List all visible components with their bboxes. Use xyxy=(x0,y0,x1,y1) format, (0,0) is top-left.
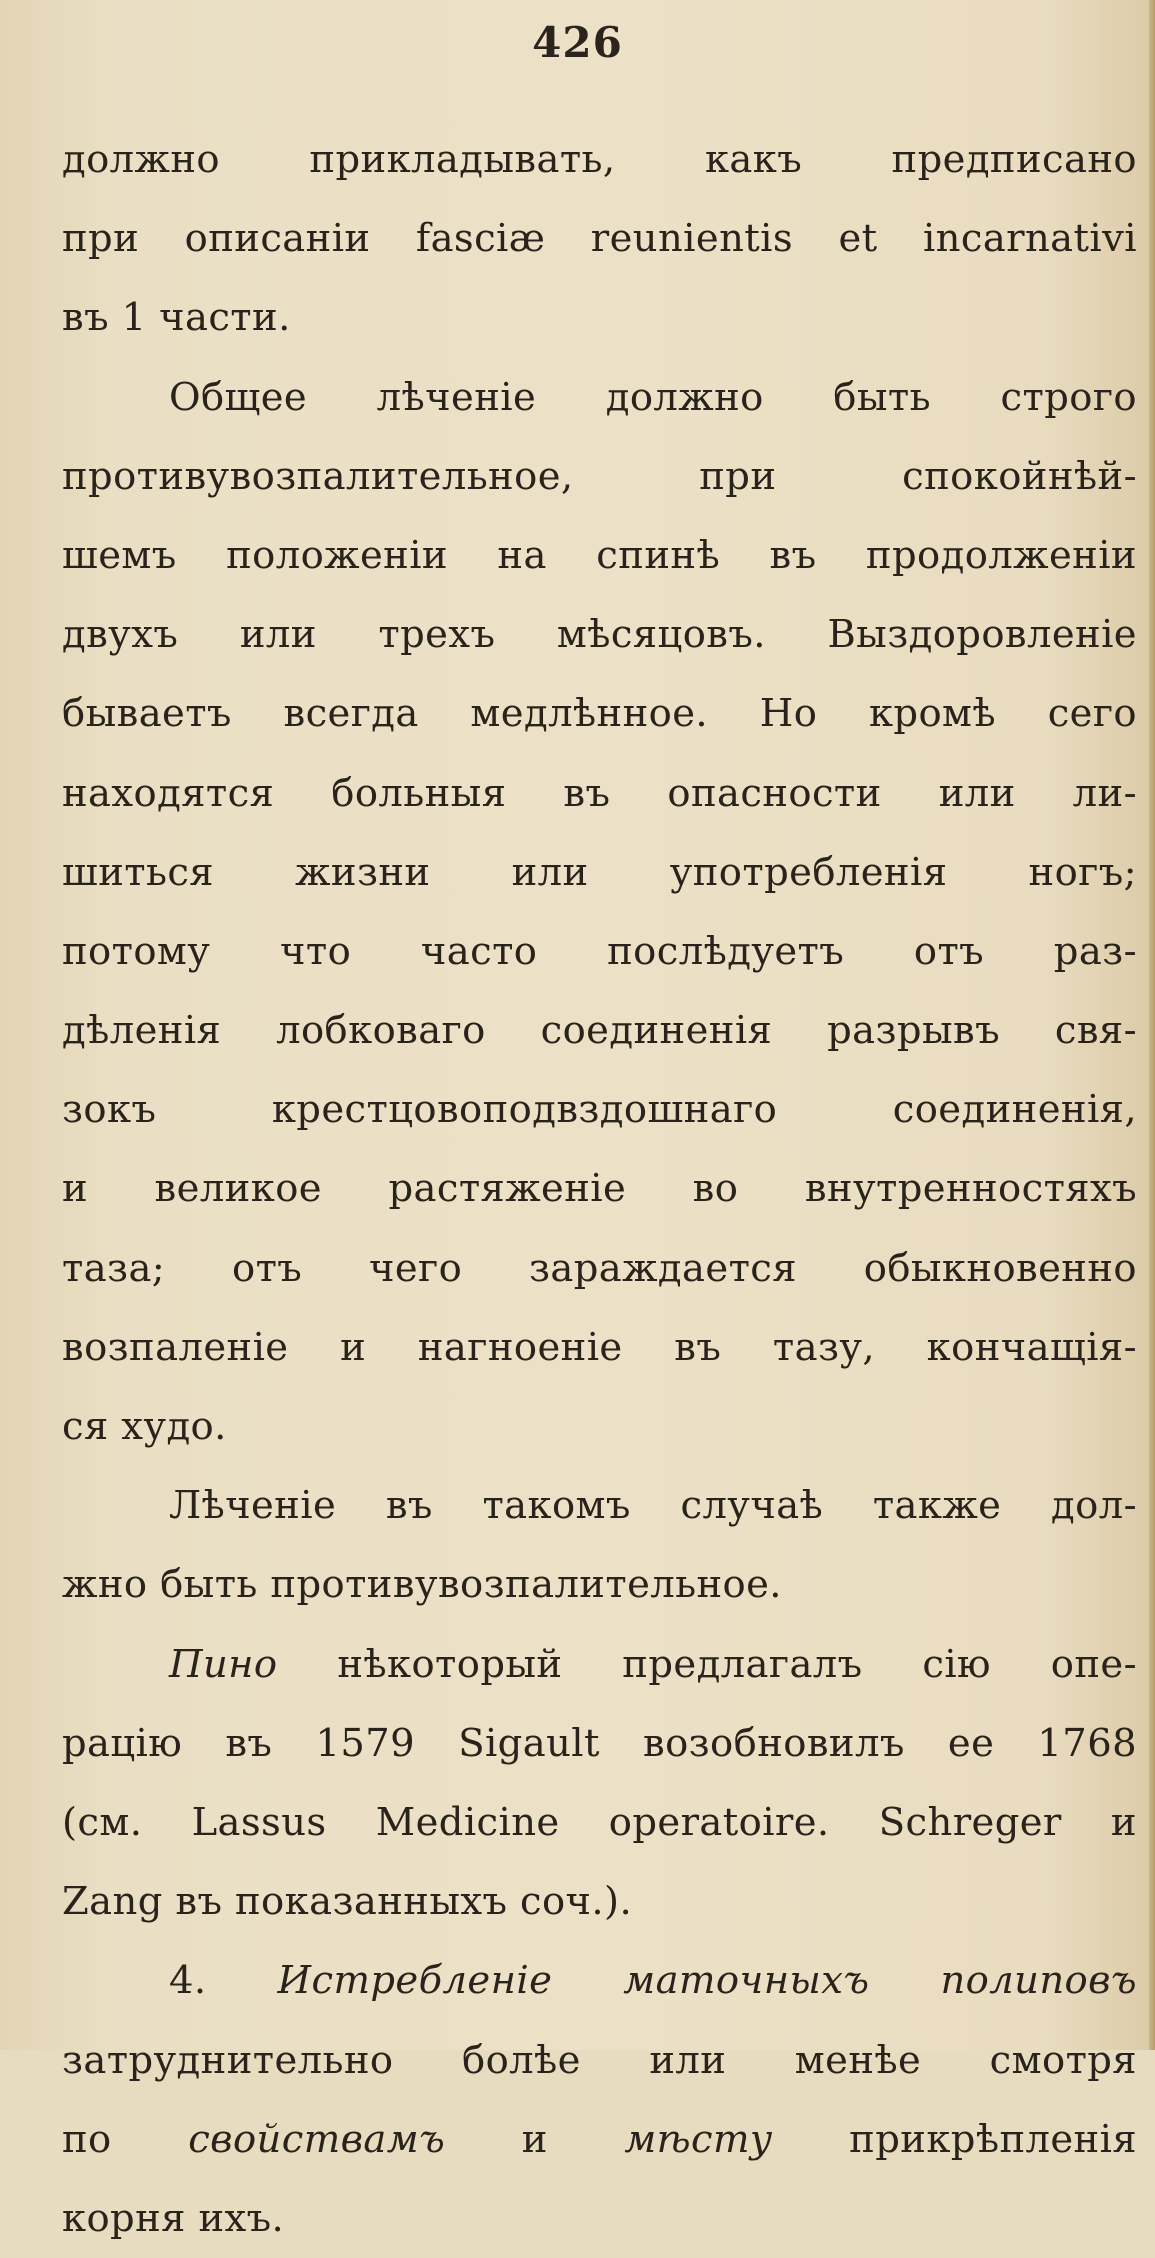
text-line: шиться жизни или употребленія ногъ; xyxy=(62,849,1137,895)
text-line: зокъ крестцовоподвздошнаго соединенія, xyxy=(62,1087,1137,1133)
italic-name: Пино xyxy=(169,1641,278,1687)
text-line: при описаніи fasciæ reunientis et incarnativi xyxy=(62,216,1137,262)
text-line: дѣленія лобковаго соединенія разрывъ свя- xyxy=(62,1008,1137,1054)
text-line: потому что часто послѣдуетъ отъ раз- xyxy=(62,928,1137,974)
text-line: Лѣченіе въ такомъ случаѣ также дол- xyxy=(169,1483,1137,1529)
text-line: (см. Lassus Medicine operatoire. Schreger и xyxy=(62,1799,1137,1845)
text-line xyxy=(62,1625,1137,1704)
page-edge xyxy=(1149,0,1155,2050)
text-line: возпаленіе и нагноеніе въ тазу, кончащія- xyxy=(62,1324,1137,1370)
section-heading: Истребленіе маточныхъ полиповъ xyxy=(277,1958,1137,2004)
text-line: ся худо. xyxy=(62,1404,227,1449)
text-line: корня ихъ. xyxy=(62,2195,285,2241)
text-fragment: и xyxy=(521,2116,548,2162)
section-number: 4. xyxy=(169,1958,207,2004)
body-text xyxy=(62,120,1137,2258)
italic-word: мѣсту xyxy=(624,2116,773,2162)
text-line: Zang въ показанныхъ соч.). xyxy=(62,1879,633,1925)
text-line: затруднительно болѣе или менѣе смотря xyxy=(62,2037,1137,2083)
text-line: бываетъ всегда медлѣнное. Но кромѣ сего xyxy=(62,691,1137,737)
text-line xyxy=(62,1941,1137,2020)
text-line: двухъ или трехъ мѣсяцовъ. Выздоровленіе xyxy=(62,612,1137,658)
text-line: таза; отъ чего зараждается обыкновенно xyxy=(62,1245,1137,1291)
page-number: 426 xyxy=(532,18,623,67)
text-fragment: прикрѣпленія xyxy=(849,2116,1138,2162)
text-line: рацію въ 1579 Sigault возобновилъ ее 1768 xyxy=(62,1720,1137,1766)
text-line: шемъ положеніи на спинѣ въ продолженіи xyxy=(62,532,1137,578)
text-line: Общее лѣченіе должно быть строго xyxy=(169,374,1137,420)
text-line: противувозпалительное, при спокойнѣй- xyxy=(62,453,1137,499)
text-line: должно прикладывать, какъ предписано xyxy=(62,137,1137,182)
text-fragment: нѣкоторый предлагалъ сію опе- xyxy=(337,1641,1137,1687)
text-fragment: по xyxy=(62,2116,112,2162)
text-line xyxy=(62,2100,1137,2179)
italic-word: свойствамъ xyxy=(188,2116,446,2162)
text-line: находятся больныя въ опасности или ли- xyxy=(62,770,1137,816)
text-line: жно быть противувозпалительное. xyxy=(62,1562,782,1608)
text-line: и великое растяженіе во внутренностяхъ xyxy=(62,1166,1137,1212)
text-line: въ 1 части. xyxy=(62,295,291,341)
